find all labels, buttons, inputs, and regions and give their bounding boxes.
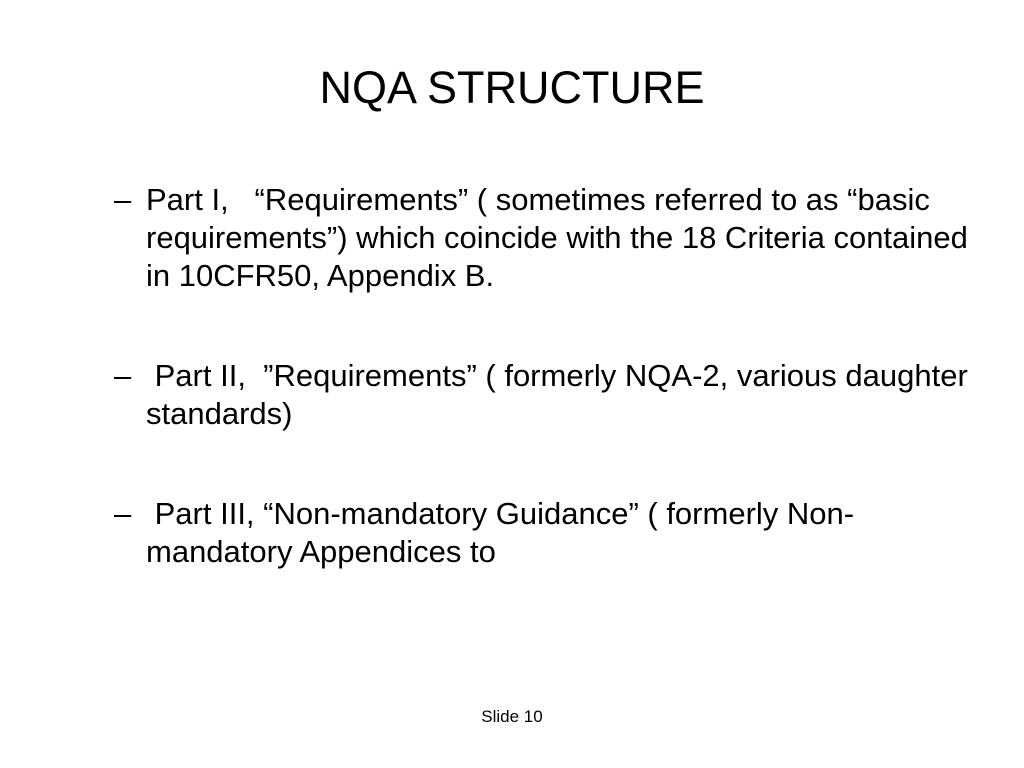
bullet-item-part-1 (114, 181, 977, 295)
bullet-item-part-2 (114, 357, 977, 433)
bullet-marker: – (114, 496, 132, 531)
bullet-marker: – (114, 358, 132, 393)
bullet-text: Part II, ”Requirements” ( formerly NQA-2, various daughter standards) (146, 358, 977, 431)
bullet-text: Part III, “Non-mandatory Guidance” ( formerly Non-mandatory Appendices to (146, 496, 855, 569)
slide-title: NQA STRUCTURE (319, 62, 705, 113)
bullet-text: Part I, “Requirements” ( sometimes referred to as “basic requirements”) which coincide with the 18 Criteria contained in 10CFR50, Appendix B. (146, 182, 977, 293)
slide-number: Slide 10 (481, 707, 543, 726)
bullet-marker: – (114, 182, 132, 217)
bullet-item-part-3 (114, 495, 974, 571)
bullet-list (114, 181, 977, 571)
